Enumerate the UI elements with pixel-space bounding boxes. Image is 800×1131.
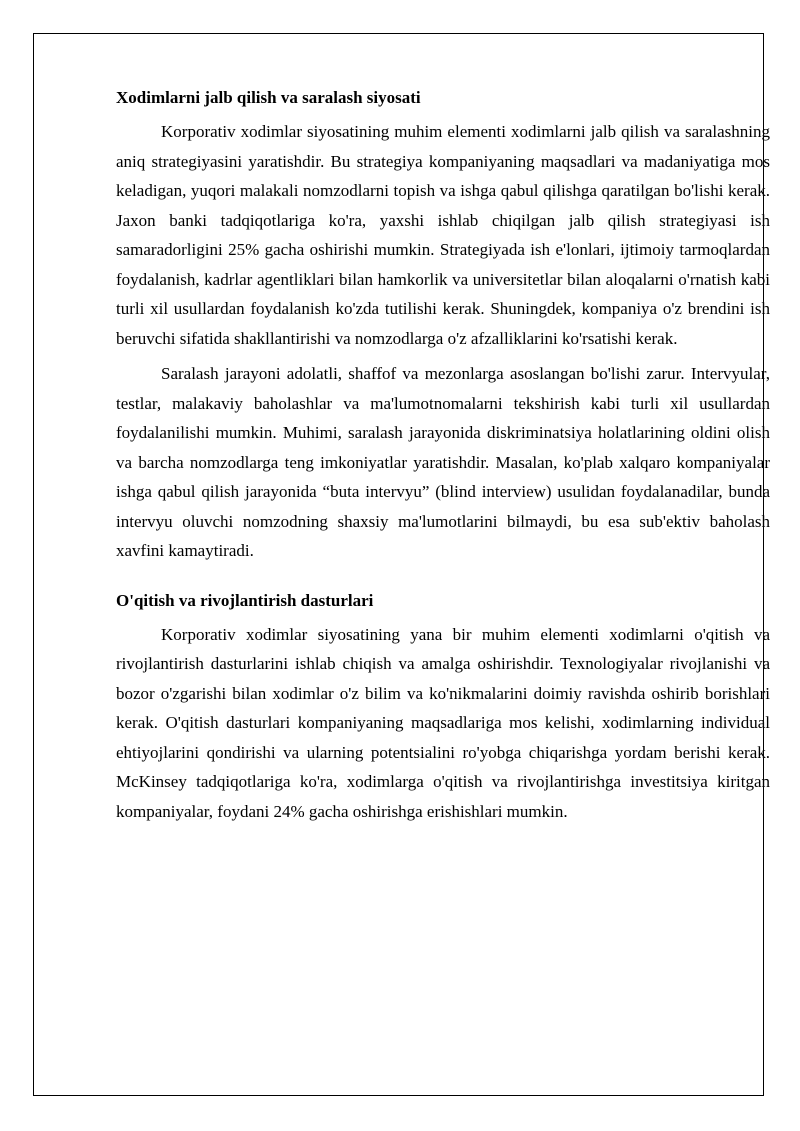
paragraph-selection-process: Saralash jarayoni adolatli, shaffof va mezonlarga asoslangan bo'lishi zarur. Intervyular, testlar, malakaviy baholashlar va ma'lumotnomalarni tekshirish kabi turli xil usullardan foydalanilishi mumkin. Muhimi, saralash jarayonida diskriminatsiya holatlarining oldini olish va barcha nomzodlarga teng imkoniyatlar yaratishdir. Masalan, ko'plab xalqaro kompaniyalar ishga qabul qilish jarayonida “buta intervyu” (blind interview) usulidan foydalanadilar, bunda intervyu oluvchi nomzodning shaxsiy ma'lumotlarini bilmaydi, bu esa sub'ektiv baholash xavfini kamaytiradi.	[116, 364, 770, 560]
section-heading-training: O'qitish va rivojlantirish dasturlari	[116, 590, 374, 610]
paragraph-training-programs: Korporativ xodimlar siyosatining yana bir muhim elementi xodimlarni o'qitish va rivojlantirish dasturlarini ishlab chiqish va amalga oshirishdir. Texnologiyalar rivojlanishi va bozor o'zgarishi bilan xodimlar o'z bilim va ko'nikmalarini doimiy ravishda oshirib borishlari kerak. O'qitish dasturlari kompaniyaning maqsadlariga mos kelishi, xodimlarning individual ehtiyojlarini qondirishi va ularning potentsialini ro'yobga chiqarishga yordam berishi kerak. McKinsey tadqiqotlariga ko'ra, xodimlarga o'qitish va rivojlantirishga investitsiya kiritgan kompaniyalar, foydani 24% gacha oshirishga erishishlari mumkin.	[116, 624, 770, 821]
section-heading-recruitment: Xodimlarni jalb qilish va saralash siyosati	[116, 88, 421, 107]
document-body	[116, 85, 770, 832]
paragraph-recruitment-strategy: Korporativ xodimlar siyosatining muhim elementi xodimlarni jalb qilish va saralashning aniq strategiyasini yaratishdir. Bu strategiya kompaniyaning maqsadlari va madaniyatiga mos keladigan, yuqori malakali nomzodlarni topish va ishga qabul qilishga qaratilgan bo'lishi kerak. Jaxon banki tadqiqotlariga ko'ra, yaxshi ishlab chiqilgan jalb qilish strategiyasi ish samaradorligini 25% gacha oshirishi mumkin. Strategiyada ish e'lonlari, ijtimoiy tarmoqlardan foydalanish, kadrlar agentliklari bilan hamkorlik va universitetlar bilan aloqalarni o'rnatish kabi turli xil usullardan foydalanish ko'zda tutilishi kerak. Shuningdek, kompaniya o'z brendini ish beruvchi sifatida shakllantirishi va nomzodlarga o'z afzalliklarini ko'rsatishi kerak.	[116, 122, 770, 348]
